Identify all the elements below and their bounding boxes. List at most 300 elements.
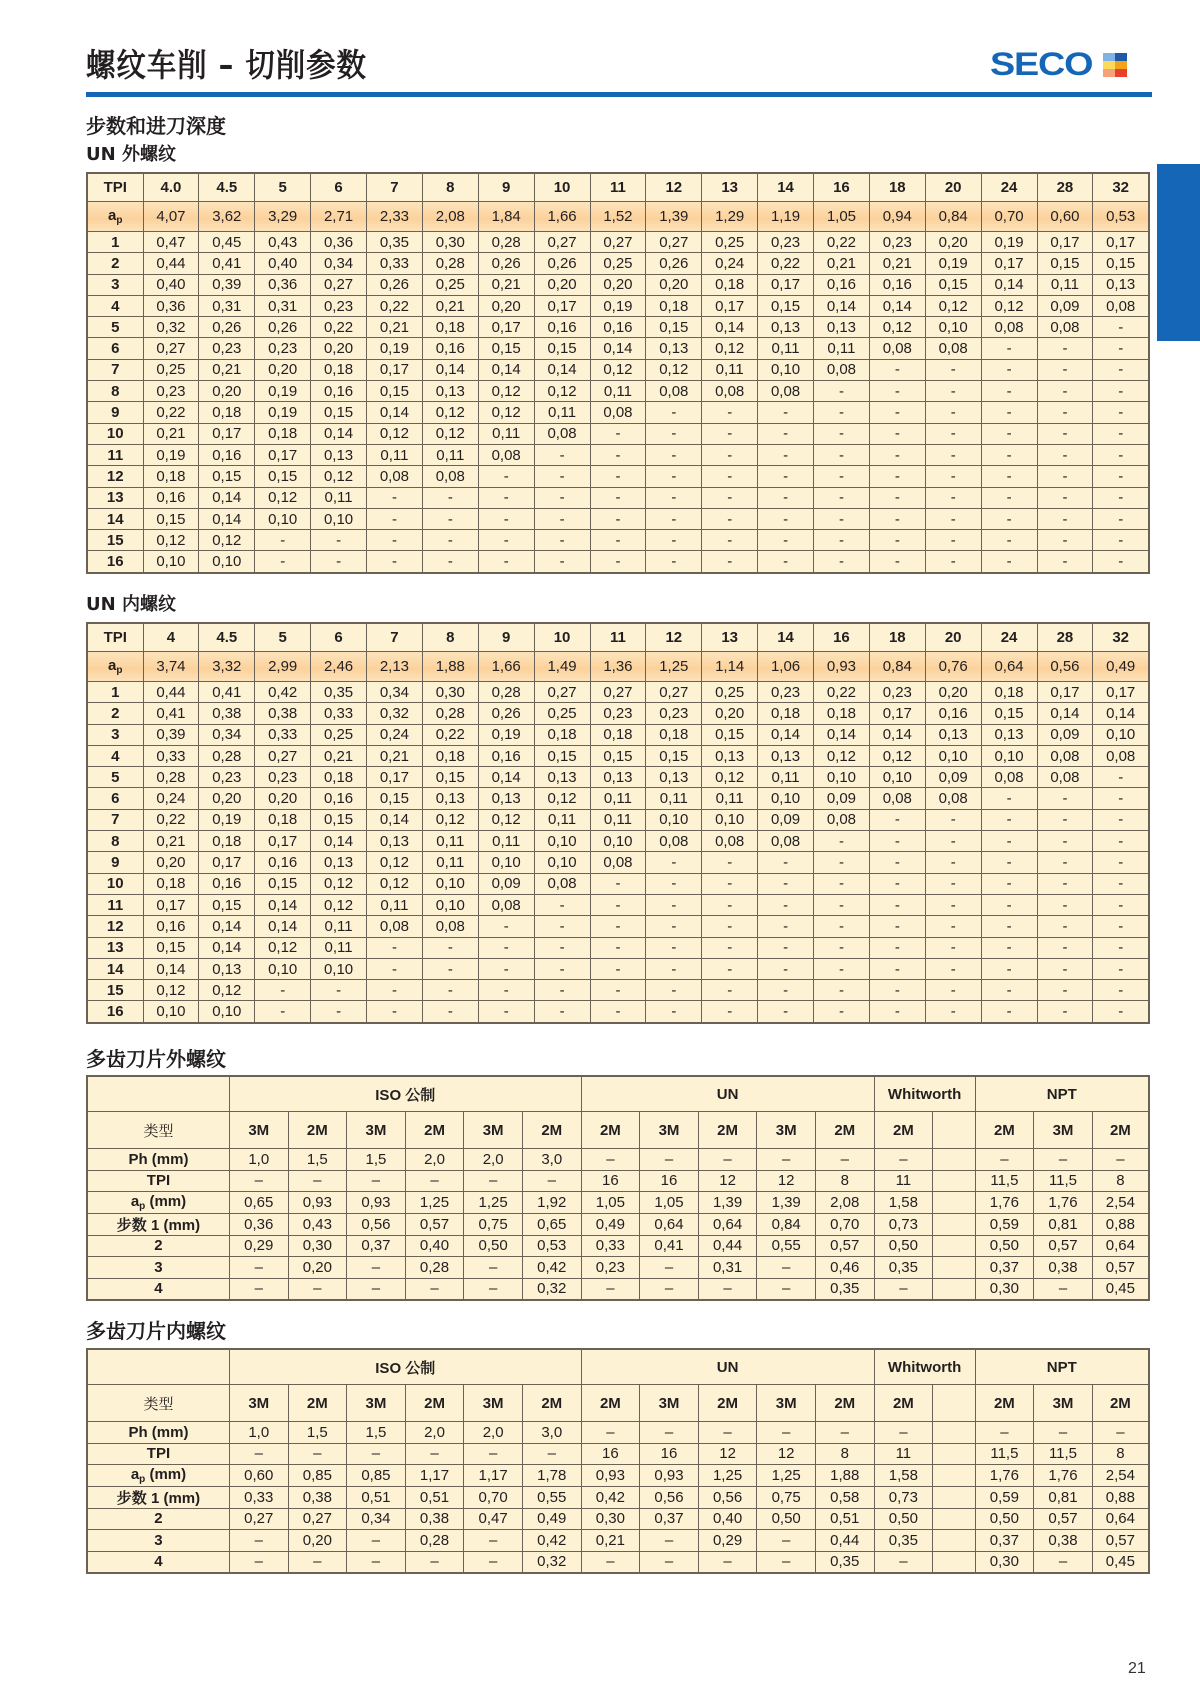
depth-value: 0,15 [590,745,646,766]
depth-value: 0,17 [367,359,423,380]
depth-value: 0,08 [590,852,646,873]
parameter-label: TPI [87,1443,229,1465]
depth-value: 0,20 [255,788,311,809]
parameter-value: 1,76 [975,1465,1034,1487]
parameter-value: 0,50 [874,1235,933,1257]
depth-value: - [534,894,590,915]
depth-value: 0,20 [702,703,758,724]
depth-value: 0,18 [199,831,255,852]
depth-value: 0,31 [255,295,311,316]
depth-value: 0,20 [199,788,255,809]
depth-value: - [814,937,870,958]
multi-tooth-external-table [86,1075,1150,1301]
depth-value: 0,11 [646,788,702,809]
depth-value: - [925,359,981,380]
depth-value: 0,12 [646,359,702,380]
depth-value: 0,08 [981,767,1037,788]
un-internal-title: UN 内螺纹 [86,594,176,615]
parameter-value: 0,57 [1034,1235,1093,1257]
pass-row [87,852,1149,873]
depth-value: - [758,402,814,423]
depth-value: 0,16 [143,487,199,508]
depth-value: 0,44 [143,253,199,274]
parameter-value: – [229,1170,288,1192]
pass-number: 5 [87,317,143,338]
depth-value: - [869,423,925,444]
parameter-value: – [874,1551,933,1573]
pass-number: 14 [87,958,143,979]
depth-value: 0,09 [1037,724,1093,745]
depth-value: 0,18 [255,809,311,830]
parameter-value: 0,64 [640,1213,699,1235]
depth-value: - [758,937,814,958]
insert-type: 2M [975,1385,1034,1422]
depth-value: - [422,980,478,1001]
depth-value: - [311,551,367,573]
depth-value: - [590,916,646,937]
depth-value: 0,20 [646,274,702,295]
depth-value: 0,10 [758,788,814,809]
depth-value: 0,16 [869,274,925,295]
depth-value: 0,23 [758,232,814,253]
depth-value: - [981,338,1037,359]
depth-value: - [422,530,478,551]
depth-value: - [311,1001,367,1023]
parameter-value: 2,08 [815,1192,874,1214]
tpi-value: 16 [814,173,870,202]
depth-value: - [367,958,423,979]
depth-value: 0,23 [311,295,367,316]
depth-value: - [869,530,925,551]
depth-value: 0,18 [199,402,255,423]
parameter-value: 0,93 [640,1465,699,1487]
parameter-value: 11 [874,1443,933,1465]
parameter-value: 3,0 [522,1149,581,1171]
depth-value: 0,10 [534,852,590,873]
depth-value: - [869,487,925,508]
depth-value: - [814,444,870,465]
depth-value: 0,26 [367,274,423,295]
depth-value: 0,25 [143,359,199,380]
depth-value: - [758,466,814,487]
depth-value: 0,19 [143,444,199,465]
depth-value: 0,08 [1093,295,1149,316]
depth-value: 0,19 [255,381,311,402]
depth-value: 0,12 [814,745,870,766]
depth-value: 0,26 [646,253,702,274]
depth-value: - [702,423,758,444]
parameter-value: 0,42 [581,1486,640,1508]
depth-value: 0,18 [702,274,758,295]
depth-value: - [1037,809,1093,830]
insert-type: 2M [1092,1112,1149,1149]
parameter-value: 1,25 [698,1465,757,1487]
depth-value: 0,22 [814,232,870,253]
depth-value: - [1093,530,1149,551]
parameter-label-unit: (mm) [145,1465,187,1483]
parameter-value: 1,5 [347,1149,406,1171]
depth-value: 0,10 [143,1001,199,1023]
pass-number: 3 [87,724,143,745]
depth-value: 0,15 [422,767,478,788]
depth-value: 0,18 [143,873,199,894]
depth-value: - [1037,444,1093,465]
depth-value: - [1037,873,1093,894]
depth-value: 0,17 [1037,232,1093,253]
parameter-value: 0,70 [815,1213,874,1235]
depth-value: - [925,916,981,937]
parameter-value: 1,25 [464,1192,523,1214]
pass-row [87,551,1149,573]
parameter-value: – [405,1278,464,1300]
depth-value: 0,11 [758,767,814,788]
thread-standard-row [87,1076,1149,1112]
depth-value: - [702,937,758,958]
depth-value: - [758,958,814,979]
parameter-value: 1,0 [229,1149,288,1171]
insert-type: 3M [229,1385,288,1422]
parameter-value: – [874,1278,933,1300]
parameter-value: 0,50 [464,1235,523,1257]
parameter-value: 1,76 [975,1192,1034,1214]
parameter-value: 0,35 [874,1530,933,1552]
depth-value: - [702,444,758,465]
depth-value: 0,11 [478,423,534,444]
parameter-value [933,1551,975,1573]
depth-value: 0,10 [199,551,255,573]
depth-value: - [1037,980,1093,1001]
tpi-value: 10 [534,623,590,652]
depth-value: 0,12 [478,381,534,402]
depth-value: - [1093,317,1149,338]
parameter-value: 0,59 [975,1486,1034,1508]
depth-value: - [869,916,925,937]
depth-value: - [590,487,646,508]
parameter-value: 0,37 [347,1235,406,1257]
depth-value: - [590,980,646,1001]
depth-value: 0,27 [646,232,702,253]
depth-value: 0,17 [981,253,1037,274]
depth-value: 0,12 [981,295,1037,316]
depth-value: - [1093,338,1149,359]
insert-type: 2M [975,1112,1034,1149]
depth-value: - [1037,788,1093,809]
depth-value: 0,10 [814,767,870,788]
depth-value: 0,27 [534,232,590,253]
parameter-value: 0,93 [288,1192,347,1214]
depth-value: 0,21 [869,253,925,274]
depth-value: 0,10 [869,767,925,788]
pass-number: 6 [87,338,143,359]
parameter-label-main: a [130,1192,140,1210]
depth-value: 0,09 [478,873,534,894]
depth-value: - [702,1001,758,1023]
parameter-value: 0,51 [405,1486,464,1508]
depth-value: - [925,958,981,979]
parameter-row [87,1508,1149,1530]
parameter-value: 0,56 [698,1486,757,1508]
depth-value: 0,40 [255,253,311,274]
depth-value: 0,24 [702,253,758,274]
parameter-value [933,1192,975,1214]
depth-value: - [422,551,478,573]
pass-number: 9 [87,402,143,423]
depth-value: 0,15 [981,703,1037,724]
depth-value: - [1093,980,1149,1001]
parameter-value [933,1443,975,1465]
parameter-value: 0,29 [698,1530,757,1552]
tpi-value: 32 [1093,173,1149,202]
depth-value: 0,35 [367,232,423,253]
insert-type: 2M [815,1385,874,1422]
type-label: 类型 [87,1385,229,1422]
parameter-value: 0,30 [581,1508,640,1530]
parameter-value: 1,39 [757,1192,816,1214]
depth-value: - [758,916,814,937]
parameter-value: 0,37 [640,1508,699,1530]
parameter-value: 0,20 [288,1257,347,1279]
depth-value: - [702,916,758,937]
depth-value: - [1093,894,1149,915]
depth-value: - [590,466,646,487]
parameter-value: – [229,1530,288,1552]
depth-value: - [1093,444,1149,465]
depth-value: - [814,466,870,487]
parameter-value: – [581,1278,640,1300]
parameter-label: 3 [87,1257,229,1279]
depth-value: 0,14 [199,508,255,529]
depth-value: 0,14 [255,894,311,915]
tpi-value: 24 [981,173,1037,202]
depth-value: - [869,894,925,915]
parameter-value: 1,5 [347,1422,406,1444]
page-title: 螺纹车削 – 切削参数 [86,46,367,84]
depth-value: 0,26 [478,703,534,724]
parameter-value: 0,29 [229,1235,288,1257]
depth-value: 0,11 [590,788,646,809]
parameter-value: – [405,1443,464,1465]
depth-value: 0,10 [422,873,478,894]
depth-value: - [814,551,870,573]
parameter-value [933,1465,975,1487]
depth-value: 0,16 [255,852,311,873]
insert-type: 2M [522,1112,581,1149]
parameter-value: 0,93 [347,1192,406,1214]
parameter-value: – [288,1170,347,1192]
depth-value: - [646,1001,702,1023]
depth-value: 0,16 [143,916,199,937]
depth-value: 0,10 [478,852,534,873]
depth-value: - [869,852,925,873]
depth-value: - [1093,767,1149,788]
depth-value: - [925,1001,981,1023]
depth-value: 0,12 [255,487,311,508]
tpi-header-row [87,173,1149,202]
parameter-value [933,1530,975,1552]
depth-value: 0,33 [255,724,311,745]
depth-value: - [534,551,590,573]
depth-value: 0,17 [255,444,311,465]
depth-value: 0,20 [534,274,590,295]
pass-row [87,682,1149,703]
pass-number: 12 [87,466,143,487]
depth-value: 0,26 [255,317,311,338]
parameter-row [87,1235,1149,1257]
parameter-value: 2,54 [1092,1465,1149,1487]
parameter-value: 0,56 [640,1486,699,1508]
depth-value: 0,27 [311,274,367,295]
parameter-value: – [522,1443,581,1465]
parameter-label: 2 [87,1235,229,1257]
depth-value: 0,17 [869,703,925,724]
depth-value: 0,10 [199,1001,255,1023]
parameter-value: 16 [581,1170,640,1192]
parameter-value: – [698,1149,757,1171]
depth-value: - [646,530,702,551]
depth-value: 0,08 [646,381,702,402]
depth-value: - [981,381,1037,402]
pass-row [87,916,1149,937]
logo-square-icon [1115,53,1127,61]
depth-value: 0,28 [199,745,255,766]
depth-value: 0,34 [199,724,255,745]
logo-square-icon [1103,61,1115,69]
parameter-value: 0,38 [1034,1530,1093,1552]
depth-value: 0,28 [422,703,478,724]
insert-type-row [87,1112,1149,1149]
parameter-value: 0,84 [757,1213,816,1235]
depth-value: 0,09 [1037,295,1093,316]
depth-value: - [925,551,981,573]
parameter-value: 0,43 [288,1213,347,1235]
depth-value: 0,28 [478,232,534,253]
parameter-value: 0,85 [347,1465,406,1487]
depth-value: 0,13 [814,317,870,338]
depth-value: 0,14 [311,423,367,444]
depth-value: - [869,809,925,830]
parameter-value: 8 [1092,1170,1149,1192]
parameter-label-main: a [130,1465,140,1483]
parameter-value: – [229,1443,288,1465]
logo-text: SECO [990,46,1093,82]
parameter-value: 11,5 [1034,1170,1093,1192]
parameter-value: – [347,1278,406,1300]
parameter-value: 0,85 [288,1465,347,1487]
parameter-value: 0,42 [522,1257,581,1279]
ap-value: 1,05 [814,202,870,232]
depth-value: - [925,831,981,852]
depth-value: 0,15 [478,338,534,359]
depth-value: 0,12 [311,466,367,487]
depth-value: 0,08 [758,831,814,852]
depth-value: 0,12 [255,937,311,958]
depth-value: - [590,530,646,551]
depth-value: 0,13 [311,852,367,873]
tpi-value: 32 [1093,623,1149,652]
depth-value: 0,28 [478,682,534,703]
parameter-value: 0,35 [874,1257,933,1279]
depth-value: 0,12 [478,402,534,423]
parameter-value [933,1170,975,1192]
ap-value: 3,29 [255,202,311,232]
logo-color-squares-icon [1103,53,1127,77]
depth-value: - [1037,508,1093,529]
depth-value: 0,08 [758,381,814,402]
ap-value: 0,84 [925,202,981,232]
pass-row [87,487,1149,508]
parameter-value: – [581,1149,640,1171]
depth-value: 0,25 [534,703,590,724]
depth-value: - [367,508,423,529]
depth-value: - [758,423,814,444]
depth-value: - [702,487,758,508]
depth-value: 0,13 [702,745,758,766]
depth-value: - [869,551,925,573]
depth-value: 0,19 [981,232,1037,253]
depth-value: 0,22 [367,295,423,316]
depth-value: 0,21 [422,295,478,316]
depth-value: - [925,487,981,508]
pass-row [87,873,1149,894]
un-external-table [86,172,1150,574]
tpi-value: 9 [478,623,534,652]
insert-type: 3M [347,1385,406,1422]
depth-value: 0,08 [478,894,534,915]
parameter-value: – [347,1170,406,1192]
depth-value: 0,15 [758,295,814,316]
parameter-value: 16 [640,1443,699,1465]
parameter-label: 4 [87,1278,229,1300]
parameter-value: 0,28 [405,1257,464,1279]
parameter-value: 1,05 [640,1192,699,1214]
depth-value: 0,20 [478,295,534,316]
depth-value: - [981,551,1037,573]
parameter-value: – [640,1422,699,1444]
parameter-value: 0,21 [581,1530,640,1552]
depth-value: - [646,873,702,894]
depth-value: - [1093,551,1149,573]
depth-value: 0,17 [478,317,534,338]
depth-value: 0,42 [255,682,311,703]
parameter-row [87,1465,1149,1487]
pass-number: 16 [87,1001,143,1023]
parameter-value: – [464,1443,523,1465]
parameter-value: – [288,1551,347,1573]
depth-value: 0,14 [702,317,758,338]
depth-value: - [534,466,590,487]
parameter-value: 0,50 [975,1508,1034,1530]
parameter-value: 0,51 [347,1486,406,1508]
depth-value: - [758,530,814,551]
depth-value: - [925,423,981,444]
depth-value: - [1093,402,1149,423]
parameter-value: 0,75 [757,1486,816,1508]
ap-value: 3,62 [199,202,255,232]
depth-value: 0,13 [422,381,478,402]
parameter-value: – [464,1257,523,1279]
depth-value: 0,12 [590,359,646,380]
depth-value: - [814,958,870,979]
parameter-value: 0,50 [975,1235,1034,1257]
ap-row [87,202,1149,232]
pass-number: 2 [87,703,143,724]
parameter-value: 12 [698,1443,757,1465]
depth-value: 0,16 [199,873,255,894]
depth-value: 0,09 [925,767,981,788]
parameter-value: 16 [581,1443,640,1465]
depth-value: 0,17 [702,295,758,316]
parameter-value: 1,92 [522,1192,581,1214]
